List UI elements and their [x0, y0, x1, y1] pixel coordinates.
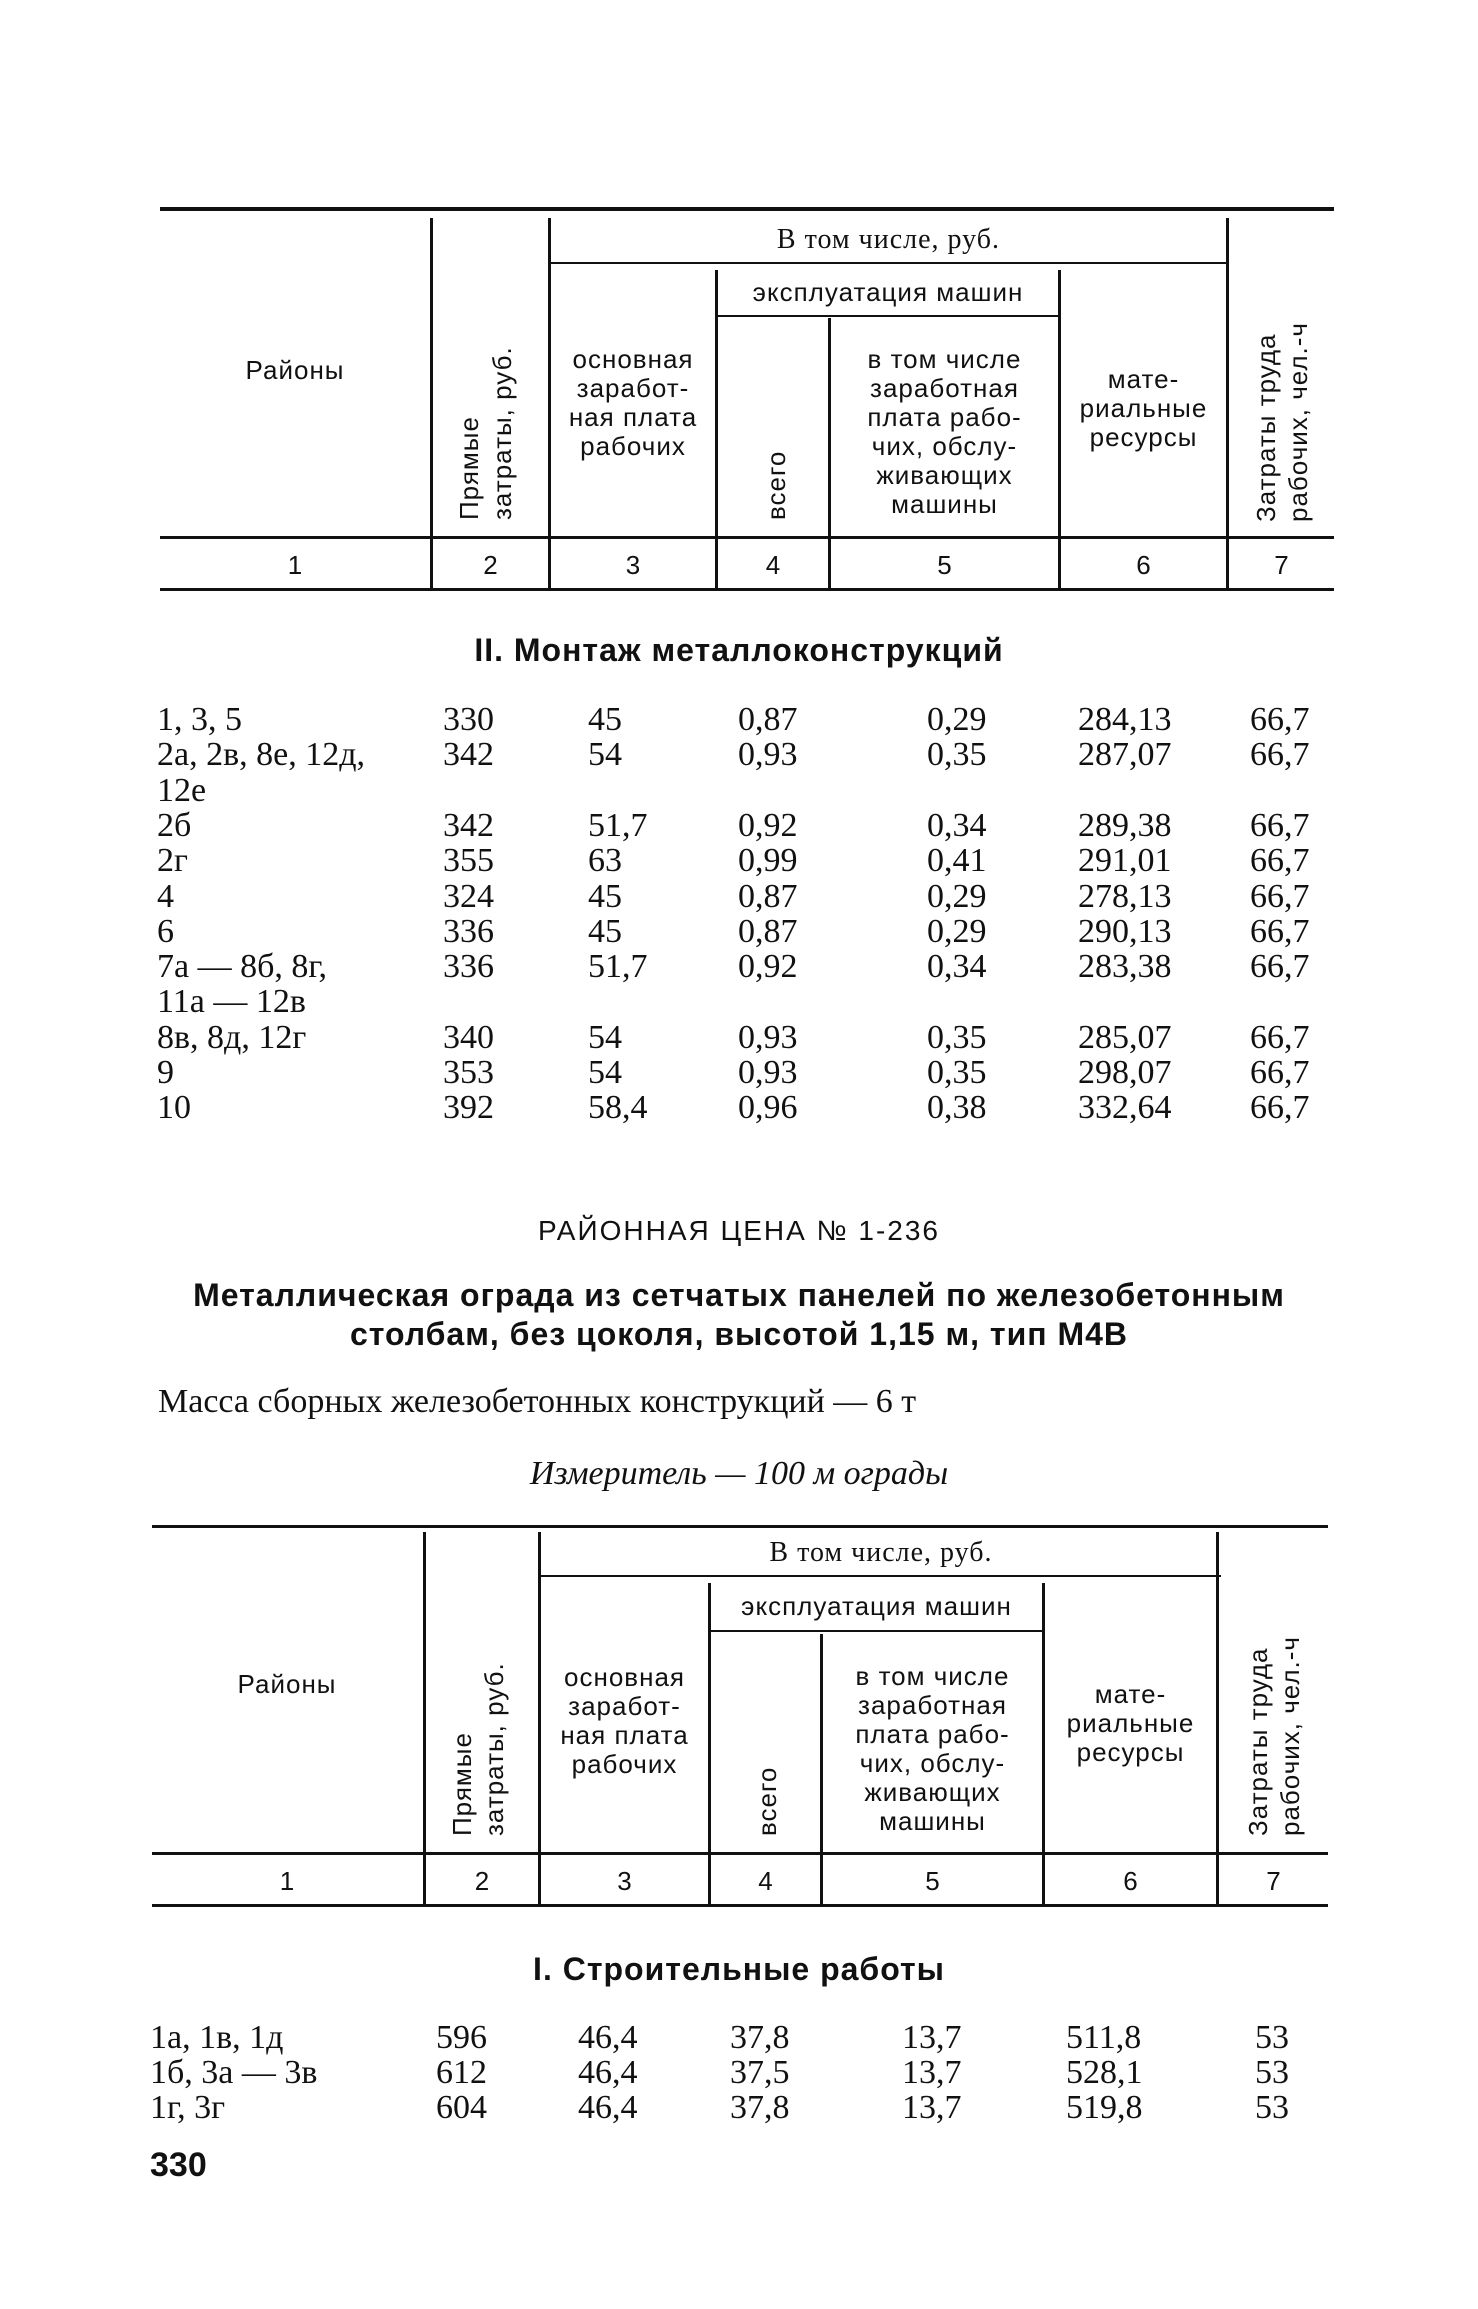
cell-value: 54 — [588, 736, 622, 774]
cell-value: 13,7 — [902, 2089, 962, 2126]
cell-value: 53 — [1255, 2089, 1289, 2126]
cell-rayon: 7а — 8б, 8г, — [157, 948, 327, 986]
cell-value: 0,87 — [738, 912, 798, 950]
cell-value: 0,34 — [927, 806, 987, 844]
cell-value: 342 — [443, 736, 494, 774]
cell-value: 336 — [443, 948, 494, 986]
table-row — [0, 2055, 1478, 2091]
table-row — [0, 2020, 1478, 2056]
cell-value: 66,7 — [1250, 912, 1310, 950]
cell-value: 0,29 — [927, 877, 987, 915]
table-row — [0, 737, 1478, 773]
cell-value: 66,7 — [1250, 877, 1310, 915]
cell-value: 604 — [436, 2089, 487, 2126]
cell-value: 66,7 — [1250, 842, 1310, 880]
cell-value: 53 — [1255, 2054, 1289, 2091]
cell-value: 0,99 — [738, 842, 798, 880]
cell-value: 285,07 — [1078, 1018, 1172, 1056]
cell-rayon: 1а, 1в, 1д — [150, 2019, 284, 2056]
cell-value: 0,41 — [927, 842, 987, 880]
cell-value: 45 — [588, 912, 622, 950]
col2-num-2: 2 — [474, 1866, 490, 1896]
cell-value: 298,07 — [1078, 1054, 1172, 1091]
section1-title: II. Монтаж металлоконструкций — [474, 632, 1004, 668]
cell-rayon: 1б, 3а — 3в — [150, 2054, 318, 2091]
cell-value: 596 — [436, 2019, 487, 2056]
cell-value: 51,7 — [588, 806, 648, 844]
cell-value: 355 — [443, 842, 494, 880]
table-header-2 — [0, 1300, 1478, 1900]
cell-value: 46,4 — [578, 2019, 638, 2056]
cell-value: 324 — [443, 877, 494, 915]
price-title-2: столбам, без цоколя, высотой 1,15 м, тип М4В — [349, 1316, 1129, 1352]
col2-num-5: 5 — [925, 1866, 940, 1896]
cell-value: 0,92 — [738, 948, 798, 986]
table-row — [0, 702, 1478, 738]
cell-value: 0,92 — [738, 806, 798, 844]
table-row — [0, 1055, 1478, 1091]
cell-value: 289,38 — [1078, 806, 1172, 844]
section2-title: I. Строительные работы — [533, 1951, 945, 1987]
table-row — [0, 2090, 1478, 2126]
cell-value: 342 — [443, 806, 494, 844]
header2-rayony: Районы — [237, 1669, 337, 1699]
cell-value: 519,8 — [1066, 2089, 1143, 2126]
table-header-1 — [0, 0, 1478, 600]
cell-rayon: 2б — [157, 806, 192, 844]
cell-rayon: 1г, 3г — [150, 2089, 226, 2126]
header-pryamye-2: затраты, руб. — [487, 346, 517, 520]
header2-ekspl: эксплуатация машин — [741, 1591, 1012, 1621]
table-row — [0, 984, 1478, 1020]
cell-value: 511,8 — [1066, 2019, 1142, 2056]
table-row — [0, 808, 1478, 844]
cell-value: 0,29 — [927, 701, 987, 738]
header2-mater: мате- риальные ресурсы — [1066, 1679, 1195, 1767]
cell-value: 66,7 — [1250, 1054, 1310, 1091]
header-ekspl: эксплуатация машин — [752, 277, 1024, 307]
cell-rayon: 8в, 8д, 12г — [157, 1018, 307, 1056]
col-num-2: 2 — [483, 550, 498, 580]
cell-value: 0,34 — [927, 948, 987, 986]
cell-rayon: 1, 3, 5 — [157, 701, 242, 738]
cell-value: 51,7 — [588, 948, 648, 986]
cell-value: 0,35 — [927, 1054, 987, 1091]
cell-rayon: 9 — [157, 1054, 174, 1091]
header-pryamye-1: Прямые — [454, 416, 484, 520]
cell-value: 612 — [436, 2054, 487, 2091]
cell-rayon: 6 — [157, 912, 174, 950]
cell-rayon: 2а, 2в, 8е, 12д, — [157, 736, 366, 774]
cell-value: 0,35 — [927, 1018, 987, 1056]
cell-value: 13,7 — [902, 2019, 962, 2056]
table-row — [0, 949, 1478, 985]
header2-vsego: всего — [752, 1766, 782, 1836]
cell-value: 332,64 — [1078, 1089, 1172, 1127]
cell-value: 0,93 — [738, 1054, 798, 1091]
cell-value: 58,4 — [588, 1089, 648, 1127]
cell-value: 66,7 — [1250, 948, 1310, 986]
cell-value: 66,7 — [1250, 701, 1310, 738]
header-zatraty-1: Затраты труда — [1251, 333, 1281, 522]
table-row — [0, 1020, 1478, 1056]
cell-value: 330 — [443, 701, 494, 738]
table-row — [0, 843, 1478, 879]
cell-value: 37,8 — [730, 2089, 790, 2126]
header-rayony: Районы — [245, 355, 345, 385]
header2-pryamye-1: Прямые — [447, 1732, 477, 1836]
cell-value: 66,7 — [1250, 1018, 1310, 1056]
header-zatraty-2: рабочих, чел.-ч — [1283, 322, 1313, 522]
cell-value: 0,87 — [738, 701, 798, 738]
page-number: 330 — [150, 2146, 207, 2184]
col-num-5: 5 — [937, 550, 952, 580]
table-row — [0, 879, 1478, 915]
table-row — [0, 914, 1478, 950]
cell-value: 46,4 — [578, 2089, 638, 2126]
col-num-4: 4 — [765, 550, 781, 580]
cell-value: 278,13 — [1078, 877, 1172, 915]
cell-value: 528,1 — [1066, 2054, 1143, 2091]
header2-osnovnaya: основная заработ- ная плата рабочих — [560, 1662, 689, 1779]
table-row — [0, 773, 1478, 809]
col-num-7: 7 — [1274, 550, 1289, 580]
cell-value: 45 — [588, 877, 622, 915]
header2-vtomchisle-zp: в том числе заработная плата рабо- чих, обслу- живающих машины — [855, 1661, 1010, 1836]
col2-num-7: 7 — [1266, 1866, 1281, 1896]
cell-rayon: 11а — 12в — [157, 983, 306, 1021]
cell-value: 340 — [443, 1018, 494, 1056]
cell-rayon: 10 — [157, 1089, 191, 1127]
cell-value: 66,7 — [1250, 806, 1310, 844]
col2-num-1: 1 — [279, 1866, 295, 1896]
col2-num-6: 6 — [1123, 1866, 1138, 1896]
cell-value: 283,38 — [1078, 948, 1172, 986]
cell-rayon: 4 — [157, 877, 174, 915]
cell-value: 54 — [588, 1018, 622, 1056]
cell-value: 0,38 — [927, 1089, 987, 1127]
cell-value: 46,4 — [578, 2054, 638, 2091]
col-num-1: 1 — [287, 550, 303, 580]
cell-value: 0,29 — [927, 912, 987, 950]
cell-value: 287,07 — [1078, 736, 1172, 774]
cell-rayon: 12е — [157, 771, 207, 809]
cell-value: 54 — [588, 1054, 622, 1091]
header2-zatraty-2: рабочих, чел.-ч — [1275, 1636, 1305, 1836]
cell-value: 66,7 — [1250, 736, 1310, 774]
measure-line: Измеритель — 100 м ограды — [529, 1455, 949, 1492]
header-mater: мате- риальные ресурсы — [1079, 364, 1208, 452]
col-num-3: 3 — [625, 550, 641, 580]
header-vsego: всего — [761, 450, 791, 520]
cell-value: 0,35 — [927, 736, 987, 774]
cell-value: 290,13 — [1078, 912, 1172, 950]
cell-value: 0,96 — [738, 1089, 798, 1127]
price-title-1: Металлическая ограда из сетчатых панелей по железобетонным — [193, 1277, 1285, 1313]
header2-zatraty-1: Затраты труда — [1243, 1647, 1273, 1836]
header2-pryamye-2: затраты, руб. — [479, 1662, 509, 1836]
cell-value: 353 — [443, 1054, 494, 1091]
cell-value: 336 — [443, 912, 494, 950]
cell-value: 13,7 — [902, 2054, 962, 2091]
cell-value: 63 — [588, 842, 622, 880]
col-num-6: 6 — [1136, 550, 1151, 580]
cell-value: 37,8 — [730, 2019, 790, 2056]
cell-value: 0,93 — [738, 1018, 798, 1056]
table-row — [0, 1090, 1478, 1126]
cell-value: 37,5 — [730, 2054, 790, 2091]
cell-value: 45 — [588, 701, 622, 738]
cell-rayon: 2г — [157, 842, 188, 880]
cell-value: 284,13 — [1078, 701, 1172, 738]
col2-num-3: 3 — [617, 1866, 632, 1896]
col2-num-4: 4 — [758, 1866, 773, 1896]
mass-line: Масса сборных железобетонных конструкций — 6 т — [158, 1383, 917, 1420]
cell-value: 0,87 — [738, 877, 798, 915]
cell-value: 53 — [1255, 2019, 1289, 2056]
cell-value: 66,7 — [1250, 1089, 1310, 1127]
cell-value: 291,01 — [1078, 842, 1172, 880]
header-vtomchisle: В том числе, руб. — [776, 224, 1001, 255]
header-vtomchisle-zp: в том числе заработная плата рабо- чих, обслу- живающих машины — [867, 344, 1022, 519]
price-heading: РАЙОННАЯ ЦЕНА № 1-236 — [538, 1215, 940, 1246]
cell-value: 392 — [443, 1089, 494, 1127]
header-osnovnaya: основная заработ- ная плата рабочих — [568, 344, 698, 461]
cell-value: 0,93 — [738, 736, 798, 774]
header2-vtomchisle: В том числе, руб. — [769, 1537, 993, 1568]
